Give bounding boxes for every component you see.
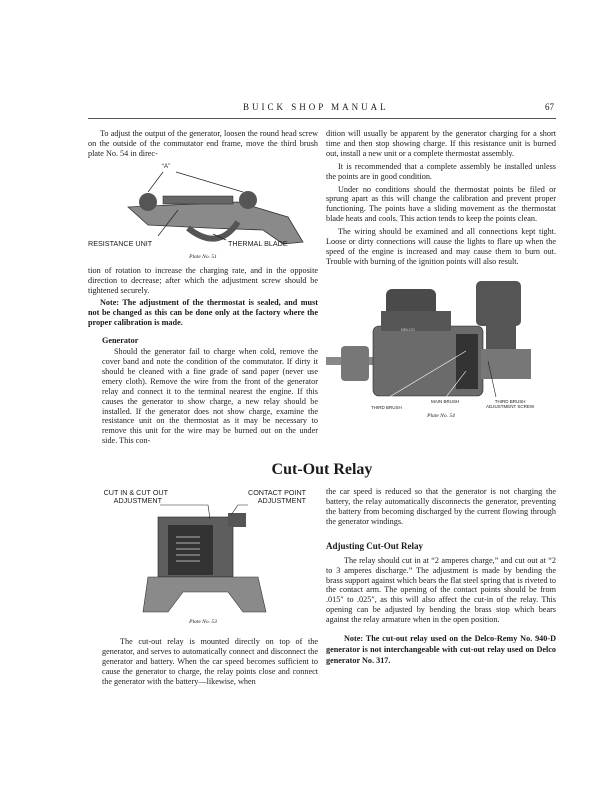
right-column-top bbox=[326, 129, 556, 449]
right-column-bottom bbox=[326, 487, 556, 690]
label-line: CONTACT POINT bbox=[248, 488, 307, 498]
section-heading-generator: Generator bbox=[102, 336, 139, 346]
label-line: CUT IN & CUT OUT bbox=[103, 488, 168, 498]
label-contact-point bbox=[248, 489, 306, 504]
label-third-brush: THIRD BRUSH bbox=[371, 404, 402, 410]
left-column-bottom bbox=[88, 487, 318, 690]
label-main-brush: MAIN BRUSH bbox=[431, 398, 460, 404]
label-cut-in-cut-out bbox=[88, 489, 168, 504]
top-columns bbox=[88, 129, 556, 449]
figure-plate-51 bbox=[88, 162, 318, 252]
paragraph: The relay should cut in at “2 amperes charge,” and cut out at “2 to 3 amperes discharge.” The adjustment is made by bending the brass support against which bears the flat steel spring that is riveted to the contact arm. The opening of the contact points should be from .015″ to .025″, as this will also affect the cut-in of the relay. This opening can be adjusted by bending the brass stop which bears against the relay armature when in the open position. bbox=[326, 555, 556, 625]
label-resistance-unit: RESISTANCE UNIT bbox=[88, 238, 153, 248]
cutout-relay-illustration bbox=[88, 487, 318, 617]
paragraph: tion of rotation to increase the charging rate, and in the opposite direction to decrease; after which the adjustment screw should be tightened securely. bbox=[88, 265, 318, 295]
left-column-top bbox=[88, 129, 318, 449]
label-line: ADJUSTMENT bbox=[257, 495, 307, 505]
figure-plate-54 bbox=[326, 271, 556, 411]
paragraph: It is recommended that a complete assembly be installed unless the points are in good condition. bbox=[326, 161, 556, 181]
paragraph: the car speed is reduced so that the generator is not charging the battery, the relay automatically disconnects the generator, preventing the battery from becoming discharged by the current flowing through the generator windings. bbox=[326, 487, 556, 526]
paragraph: Should the generator fail to charge when cold, remove the cover band and note the condition of the commutator. If dirty it should be cleaned with a fine grade of sand paper (never use emery cloth). Remove the wire from the front of the generator relay and connect it to the terminal nearest the engine. If this causes the generator to show charge, a new relay should be installed. If the generator does not show charge, examine the resistance unit on the thermostat as it may be necessary to remove this unit for the wire may be burned out on the under side. This con- bbox=[102, 347, 318, 446]
subsection-heading: Adjusting Cut-Out Relay bbox=[326, 540, 424, 551]
figure-plate-53 bbox=[88, 487, 318, 617]
label-a: “A” bbox=[162, 163, 170, 170]
generator-illustration bbox=[326, 271, 556, 399]
note: Note: The adjustment of the thermostat is sealed, and must not be changed as this can be done only at the factory where the proper calibration is made. bbox=[88, 298, 318, 328]
page-number: 67 bbox=[545, 102, 554, 112]
nameplate-text: DELCO bbox=[401, 326, 415, 332]
paragraph: Under no conditions should the thermostat points be filed or sprung apart as this will change the calibration and prevent proper functioning. The points have a sliding movement as the thermostat blade heats and cools. This action tends to keep the points clean. bbox=[326, 184, 556, 224]
paragraph: To adjust the output of the generator, loosen the round head screw on the outside of the commutator end frame, move the third brush plate No. 54 in direc- bbox=[88, 129, 318, 158]
page-header bbox=[88, 102, 556, 119]
figure-caption: Plate No. 51 bbox=[189, 253, 217, 260]
paragraph: dition will usually be apparent by the generator charging for a short time and then stop showing charge. If this resistance unit is burned out, install a new unit or a complete thermostat assembly. bbox=[326, 129, 556, 158]
label-thermal-blade: THERMAL BLADE bbox=[228, 238, 288, 248]
note: Note: The cut-out relay used on the Delco-Remy No. 940-D generator is not interchangeable with cut-out relay used on Delco generator No. 317. bbox=[326, 634, 556, 666]
label-adjustment-screw bbox=[486, 399, 534, 409]
figure-caption: Plate No. 53 bbox=[189, 619, 217, 626]
section-title: Cut-Out Relay bbox=[271, 461, 373, 479]
paragraph: The cut-out relay is mounted directly on top of the generator, and serves to automatically connect and disconnect the generator and battery. When the car speed becomes sufficient to cause the generator to charge, the relay points close and connect the generator with the battery—likewise, when bbox=[102, 637, 318, 686]
label-line: ADJUSTMENT SCREW bbox=[486, 403, 535, 409]
bottom-columns bbox=[88, 487, 556, 690]
running-header: BUICK SHOP MANUAL bbox=[243, 102, 389, 112]
label-line: THIRD BRUSH bbox=[494, 398, 526, 404]
label-line: ADJUSTMENT bbox=[113, 495, 162, 505]
figure-caption: Plate No. 54 bbox=[427, 412, 455, 419]
paragraph: The wiring should be examined and all connections kept tight. Loose or dirty connections will cause the lights to flare up when the speed of the engine is increased and may cause them to burn out. Trouble with burning of the ignition points will also result. bbox=[326, 227, 556, 266]
